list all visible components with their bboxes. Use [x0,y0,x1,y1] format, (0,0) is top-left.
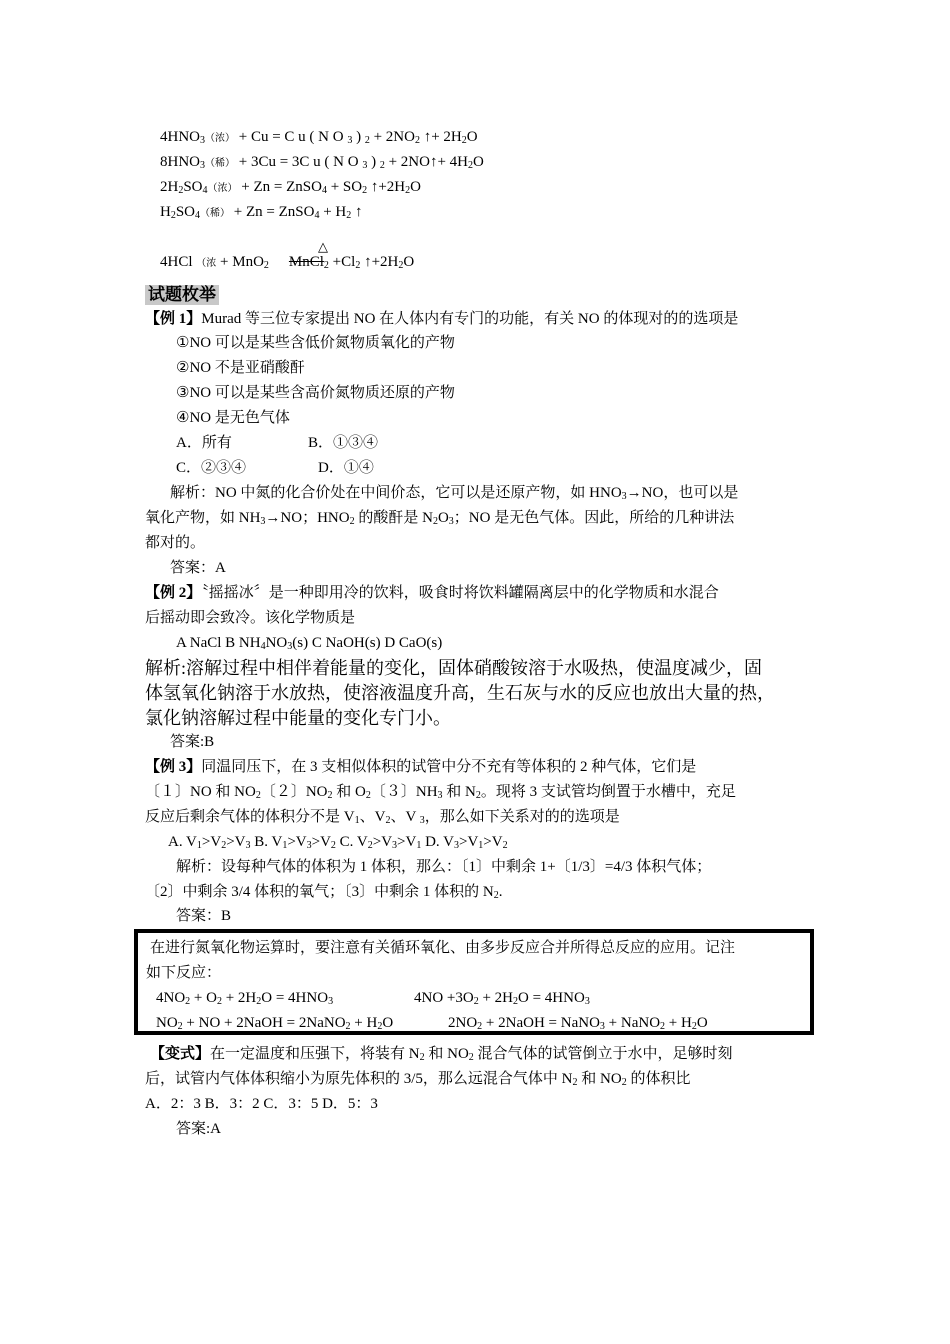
ex3-stem-2: 〔１〕NO 和 $NO_2$〔２〕$NO_2$ 和 $O_2$〔３〕$NH_3$ 和 $N_2$。现将 3 支试管均倒置于水槽中，充足 [145,784,736,801]
ex2-stem-2: 后摇动即会致冷。该化学物质是 [145,610,356,626]
equation-5: 4HCl （浓 + MnO$_2$ MnCl$_2$ $+Cl_2$ $↑+2H_2O$ [160,254,415,271]
note-reaction-3: $NO_2$ + NO + 2NaOH = 2NaNO$_2$ + $H_2O$ [156,1015,394,1032]
ex3-answer: 答案：B [176,908,232,924]
note-line-2: 如下反应： [146,965,222,981]
note-reaction-2: $4NO +3O_2 + 2H_2O = 4HNO_3$ [414,990,590,1007]
equation-1: $4HNO_3$（浓） + Cu = C u ( N O $_3$ ) $_2 + 2NO_2$ ↑+ $2H_2O$ [160,129,478,146]
ex2-analysis-1: 解析:溶解过程中相伴着能量的变化，固体硝酸铵溶于水吸热，使温度减少，固 [145,658,762,678]
ex2-analysis-3: 氯化钠溶解过程中能量的变化专门小。 [145,708,451,728]
equation-4: $H_2SO_4$（稀） + Zn = ZnSO$_4$ + $H_2$ ↑ [160,204,363,221]
ex1-option-d: D．①④ [318,460,374,476]
ex1-stem: 【例 1】Murad 等三位专家提出 NO 在人体内有专门的功能，有关 NO 的体现对的的选项是 [145,311,739,327]
ex1-analysis-1: 解析：NO 中氮的化合价处在中间价态，它可以是还原产物，如 $HNO_3\to NO$，也可以是 [170,485,739,502]
ex3-stem: 【例 3】同温同压下，在 3 支相似体积的试管中分不充有等体积的 2 种气体，它们是 [145,759,697,775]
ex1-statement-1: ①NO 可以是某些含低价氮物质氧化的产物 [176,335,455,351]
ex3-options: A. $V_1>V_2>V_3$ B. $V_1>V_3>V_2$ C. $V_2>V_3>V_1$ D. $V_3>V_1>V_2$ [168,834,508,851]
section-title: 试题枚举 [145,285,219,305]
ex2-analysis-2: 体氢氧化钠溶于水放热，使溶液温度升高，生石灰与水的反应也放出大量的热， [145,683,775,703]
strike-product: MnCl [288,254,324,270]
note-reaction-4: $2NO_2$ + 2NaOH = NaNO$_3$ + NaNO$_2$ + $H_2O$ [448,1015,708,1032]
ex1-option-c: C．②③④ [176,460,247,476]
ex1-option-a: A．所有 [176,435,232,451]
ex3-analysis-1: 解析：设每种气体的体积为 1 体积，那么：〔1〕中剩余 1+〔1/3〕=4/3 体积气体； [176,859,712,875]
variant-answer: 答案:A [176,1121,222,1137]
note-line-1: 在进行氮氧化物运算时，要注意有关循环氧化、由多步反应合并所得总反应的应用。记注 [150,940,736,956]
ex1-statement-2: ②NO 不是亚硝酸酐 [176,360,305,376]
ex2-stem: 【例 2】〝摇摇冰〞是一种即用冷的饮料，吸食时将饮料罐隔离层中的化学物质和水混合 [145,585,719,601]
ex3-stem-3: 反应后剩余气体的体积分不是 $V_1$、$V_2$、V $_3$，那么如下关系对的的选项是 [145,809,620,826]
variant-options: A．2：3 B．3：2 C．3：5 D．5：3 [145,1096,378,1112]
variant-stem: 【变式】在一定温度和压强下，将装有 $N_2$ 和 $NO_2$ 混合气体的试管倒立于水中，足够时刻 [150,1046,733,1063]
note-reaction-1: $4NO_2 + O_2 + 2H_2O = 4HNO_3$ [156,990,334,1007]
variant-stem-2: 后，试管内气体体积缩小为原先体积的 3/5，那么远混合气体中 $N_2$ 和 $NO_2$ 的体积比 [145,1071,691,1088]
equation-2: $8HNO_3$（稀） + 3Cu = 3C u ( N O $_3$ ) $_2$ + 2NO↑+ $4H_2O$ [160,154,484,171]
ex2-answer: 答案:B [170,734,215,750]
ex1-option-b: B．①③④ [308,435,379,451]
heat-symbol: △ [318,239,328,254]
ex1-statement-3: ③NO 可以是某些含高价氮物质还原的产物 [176,385,455,401]
equation-3: $2H_2SO_4$（浓） + Zn = ZnSO$_4$ + $SO_2$ $↑+2H_2O$ [160,179,421,196]
ex1-statement-4: ④NO 是无色气体 [176,410,290,426]
ex1-answer: 答案：A [170,560,226,576]
ex2-options: A NaCl B $NH_4NO_3(s)$ C NaOH(s) D CaO(s) [176,635,443,652]
ex1-analysis-3: 都对的。 [145,535,206,551]
ex1-analysis-2: 氧化产物，如 $NH_3\to NO$；$HNO_2$ 的酸酐是 $N_2O_3$；NO 是无色气体。因此，所给的几种讲法 [145,510,735,527]
ex3-analysis-2: 〔2〕中剩余 3/4 体积的氧气；〔3〕中剩余 1 体积的 $N_2$. [145,884,503,901]
